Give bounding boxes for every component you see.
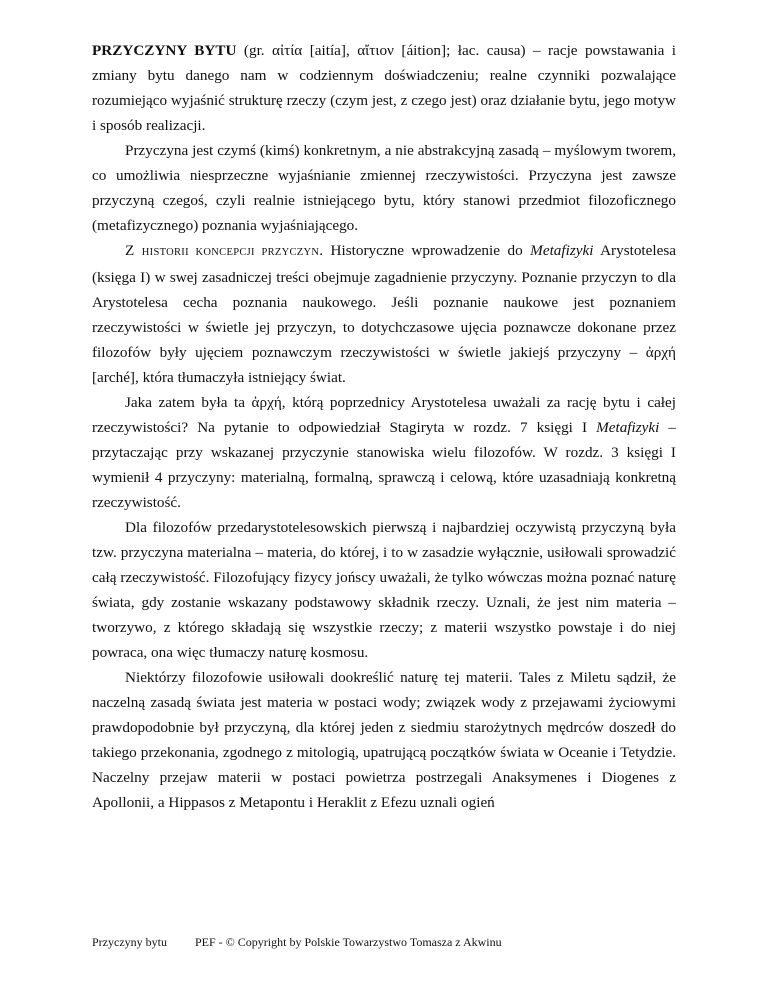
paragraph-text: . Historyczne wprowadzenie do (319, 242, 531, 259)
section-heading-smallcaps: HISTORII KONCEPCJI PRZYCZYN (141, 247, 320, 258)
paragraph-text: Przyczyna jest czymś (kimś) konkretnym, a nie abstrakcyjną zasadą – myślowym tworem, co umożliwia niesprzeczne wyjaśnianie zmiennej rzeczywistości. Przyczyna jest zawsze przyczyną czegoś, czyli realnie istniejącego bytu, który stanowi przedmiot filozoficznego (metafizycznego) poznania wyjaśniającego. (92, 142, 676, 234)
footer-title: Przyczyny bytu (92, 935, 167, 949)
paragraph-philosophers (92, 665, 676, 815)
paragraph-definition (92, 38, 676, 138)
definition-text: (gr. αἰτία [aitía], αἴτιον [áition]; łac. causa) – racje powstawania i zmiany bytu danego nam w codziennym doświadczeniu; realne czynniki pozwalające rozumiejąco wyjaśnić strukturę rzeczy (czym jest, z czego jest) oraz działanie bytu, jego motyw i sposób realizacji. (92, 42, 676, 134)
book-title-italic: Metafizyki (530, 242, 594, 259)
page-footer (92, 934, 676, 950)
paragraph-text: Dla filozofów przedarystotelesowskich pierwszą i najbardziej oczywistą przyczyną była tzw. przyczyna materialna – materia, do której, i to w zasadzie wyłącznie, usiłowali sprowadzić całą rzeczywistość. Filozofujący fizycy jońscy uważali, że tylko wówczas można poznać naturę świata, gdy zostanie wskazany podstawowy składnik rzeczy. Uznali, że jest nim materia – tworzywo, z którego składają się wszystkie rzeczy; z materii wszystko powstaje i do niej powraca, ona więc tłumaczy naturę kosmosu. (92, 519, 676, 661)
paragraph-text: – przytaczając przy wskazanej przyczynie stanowiska wielu filozofów. W rozdz. 3 księgi I wymienił 4 przyczyny: materialną, formalną, sprawczą i celową, które uzasadniają konkretną rzeczywistość. (92, 419, 677, 511)
footer-copyright: PEF - © Copyright by Polskie Towarzystwo Tomasza z Akwinu (194, 935, 502, 949)
paragraph-text: Arystotelesa (księga I) w swej zasadniczej treści obejmuje zagadnienie przyczyny. Poznanie przyczyn to dla Arystotelesa cecha poznania naukowego. Jeśli poznanie naukowe jest poznaniem rzeczywistości w świetle jej przyczyn, to dotychczasowe ujęcia poznawcze dokonane przez filozofów były ujęciem poznawczym rzeczywistości w świetle jakiejś przyczyny – ἀρχή [arché], która tłumaczyła istniejący świat. (92, 242, 677, 386)
paragraph-text: Niektórzy filozofowie usiłowali dookreślić naturę tej materii. Tales z Miletu sądził, że naczelną zasadą świata jest materia w postaci wody; związek wody z przejawami życiowymi prawdopodobnie był przyczyną, dla której jeden z siedmiu starożytnych mędrców doszedł do takiego przekonania, zgodnego z mitologią, upatrującą początków świata w Oceanie i Tetydzie. Naczelny przejaw materii w postaci powietrza postrzegali Anaksymenes i Diogenes z Apollonii, a Hippasos z Metapontu i Heraklit z Efezu uznali ogień (92, 669, 676, 811)
paragraph-cause-concept (92, 138, 676, 238)
entry-term: PRZYCZYNY BYTU (92, 42, 237, 59)
section-heading-initial: Z (125, 242, 135, 259)
article-body (92, 38, 676, 815)
paragraph-text: Jaka zatem była ta ἀρχή, którą poprzednicy Arystotelesa uważali za rację bytu i całej rzeczywistości? Na pytanie to odpowiedział Stagiryta w rozdz. 7 księgi I (92, 394, 676, 436)
paragraph-material-cause (92, 515, 676, 665)
book-title-italic: Metafizyki (596, 419, 660, 436)
paragraph-arche-question (92, 390, 676, 515)
paragraph-history-intro (92, 238, 676, 390)
